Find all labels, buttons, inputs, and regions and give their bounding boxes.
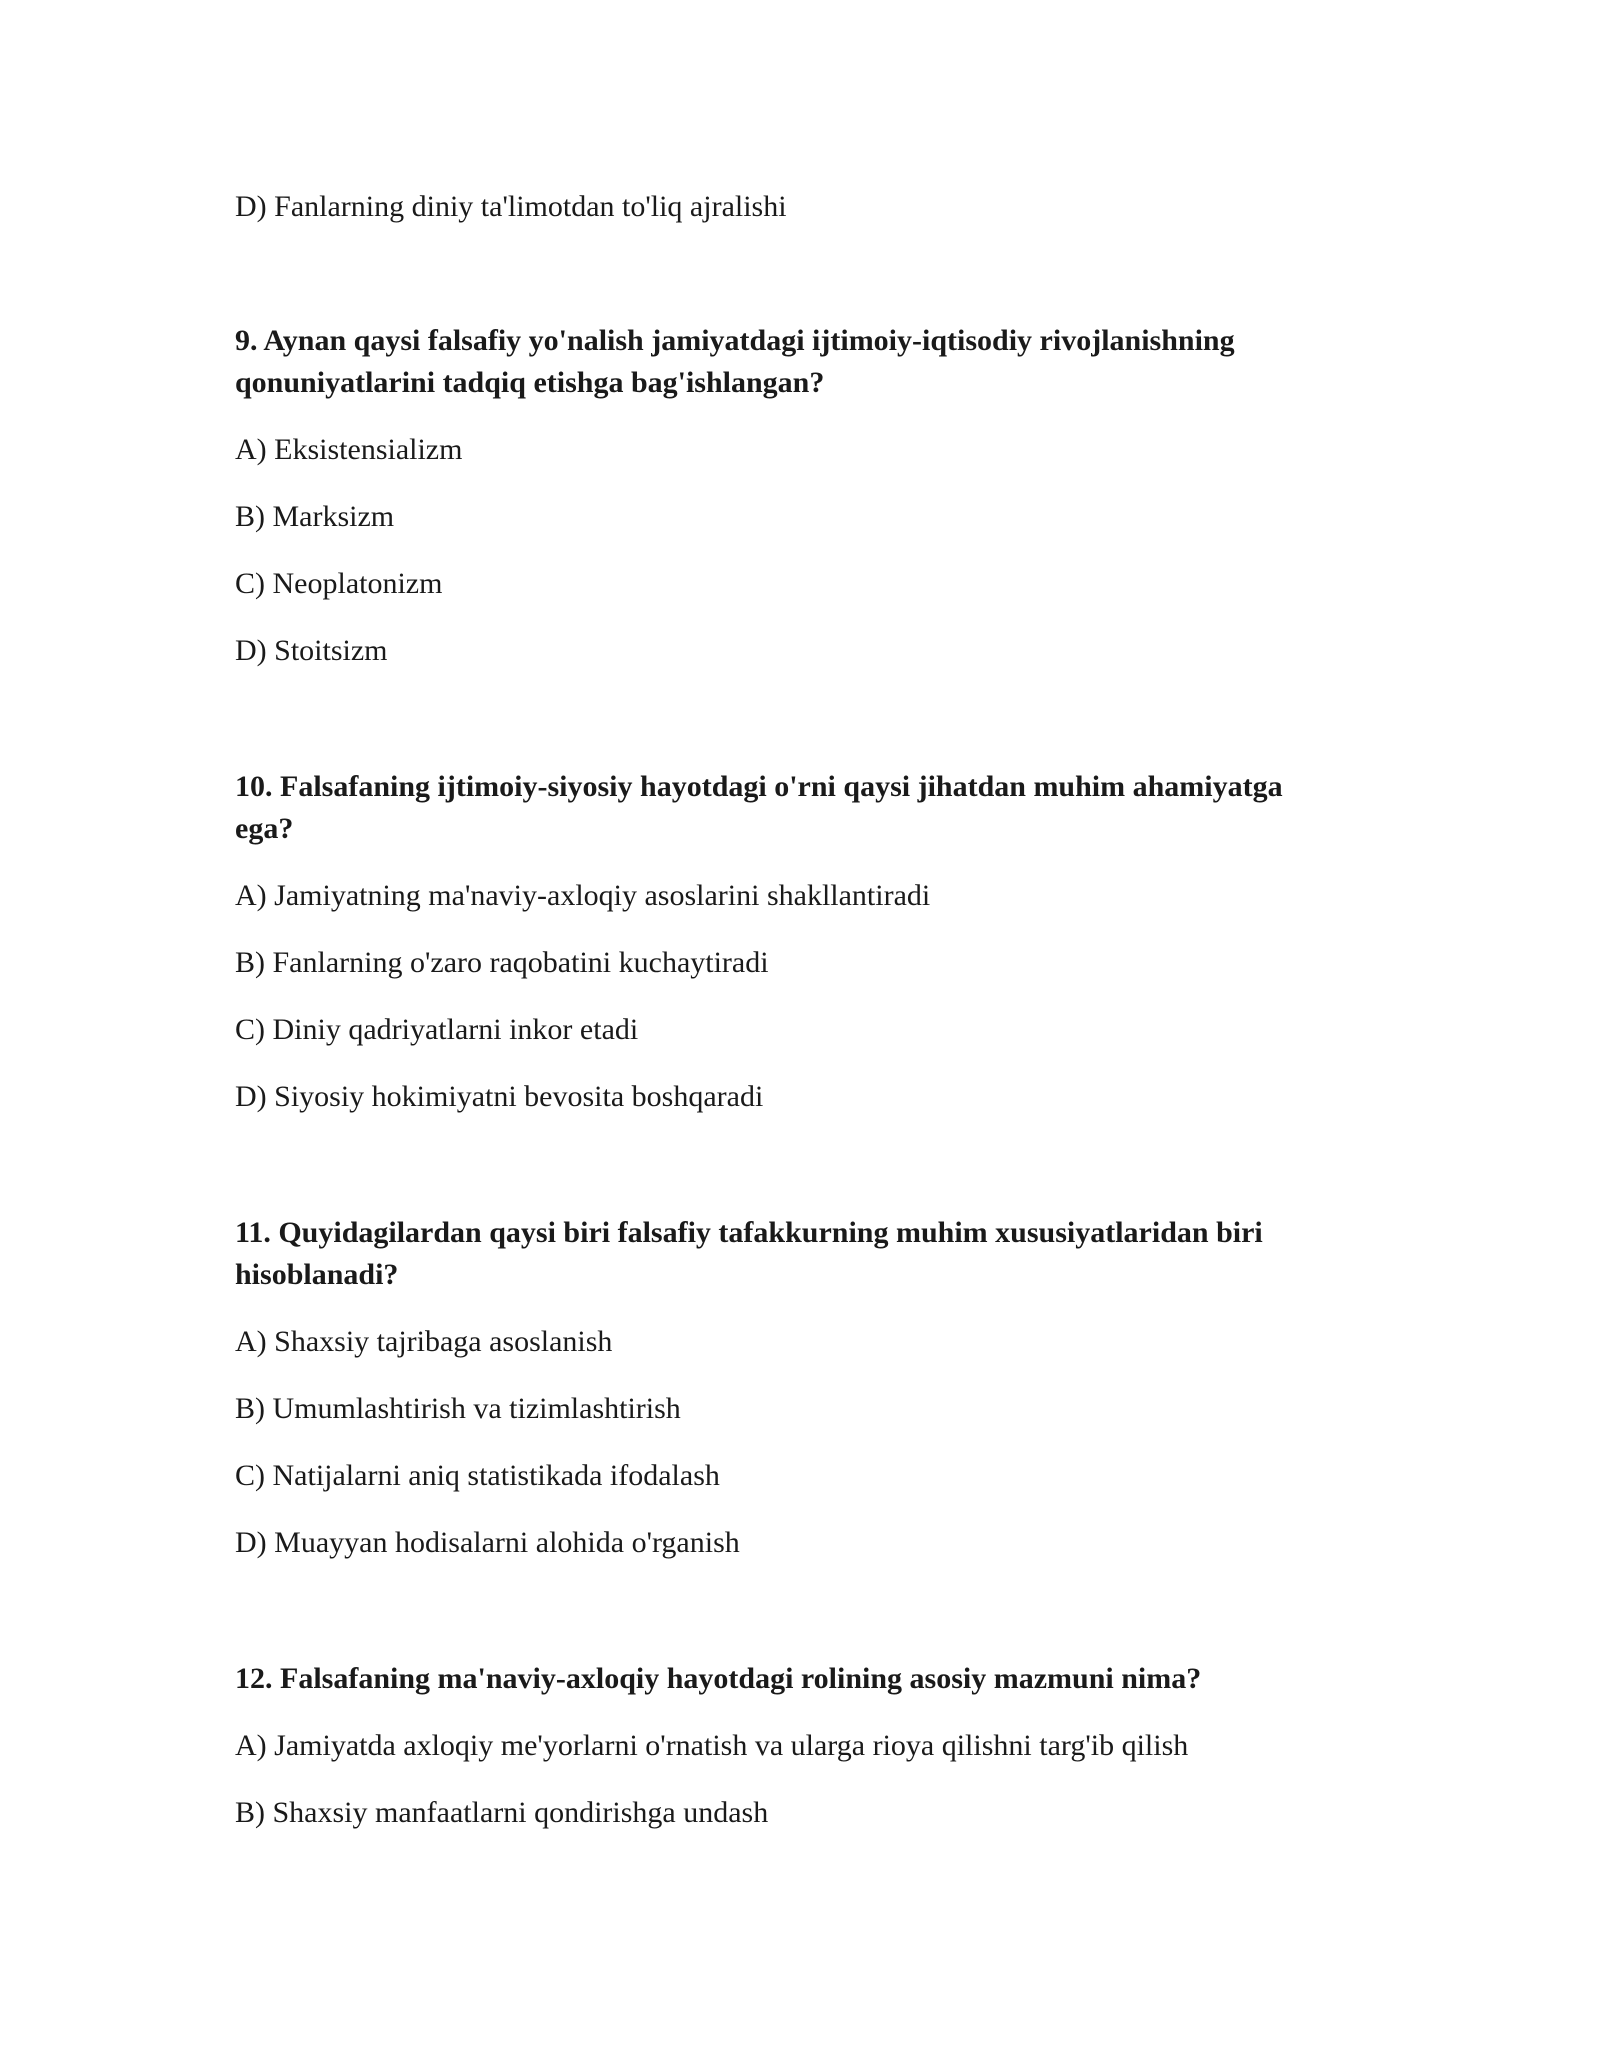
question-11-title bbox=[235, 1212, 1365, 1296]
question-9-options bbox=[235, 429, 1365, 672]
option-q9-d: D) Stoitsizm bbox=[235, 634, 388, 667]
option-q9-a: A) Eksistensializm bbox=[235, 433, 463, 466]
question-11-options bbox=[235, 1321, 1365, 1564]
option-q10-c: C) Diniy qadriyatlarni inkor etadi bbox=[235, 1013, 639, 1046]
question-11-title-line-1: 11. Quyidagilardan qaysi biri falsafiy tafakkurning muhim xususiyatlaridan biri bbox=[235, 1216, 1263, 1249]
question-12-options bbox=[235, 1725, 1365, 1834]
question-12-title: 12. Falsafaning ma'naviy-axloqiy hayotdagi rolining asosiy mazmuni nima? bbox=[235, 1662, 1202, 1695]
option-q11-b: B) Umumlashtirish va tizimlashtirish bbox=[235, 1392, 681, 1425]
option-q11-d: D) Muayyan hodisalarni alohida o'rganish bbox=[235, 1526, 740, 1559]
option-q10-a: A) Jamiyatning ma'naviy-axloqiy asoslarini shakllantiradi bbox=[235, 879, 931, 912]
question-10-title-line-2: ega? bbox=[235, 812, 294, 845]
question-10 bbox=[235, 766, 1365, 1118]
question-10-options bbox=[235, 875, 1365, 1118]
question-11 bbox=[235, 1212, 1365, 1564]
question-9-title bbox=[235, 320, 1365, 404]
option-q8-d: D) Fanlarning diniy ta'limotdan to'liq ajralishi bbox=[235, 190, 787, 223]
question-9-title-line-1: 9. Aynan qaysi falsafiy yo'nalish jamiyatdagi ijtimoiy-iqtisodiy rivojlanishning bbox=[235, 324, 1235, 357]
question-10-title-line-1: 10. Falsafaning ijtimoiy-siyosiy hayotdagi o'rni qaysi jihatdan muhim ahamiyatga bbox=[235, 770, 1283, 803]
question-9 bbox=[235, 320, 1365, 672]
option-q12-b: B) Shaxsiy manfaatlarni qondirishga undash bbox=[235, 1796, 769, 1829]
option-q10-d: D) Siyosiy hokimiyatni bevosita boshqaradi bbox=[235, 1080, 764, 1113]
question-11-title-line-2: hisoblanadi? bbox=[235, 1258, 399, 1291]
option-q9-b: B) Marksizm bbox=[235, 500, 395, 533]
question-12 bbox=[235, 1658, 1365, 1834]
option-q11-c: C) Natijalarni aniq statistikada ifodalash bbox=[235, 1459, 720, 1492]
question-10-title bbox=[235, 766, 1365, 850]
question-9-title-line-2: qonuniyatlarini tadqiq etishga bag'ishlangan? bbox=[235, 366, 825, 399]
option-q11-a: A) Shaxsiy tajribaga asoslanish bbox=[235, 1325, 613, 1358]
option-q12-a: A) Jamiyatda axloqiy me'yorlarni o'rnatish va ularga rioya qilishni targ'ib qilish bbox=[235, 1729, 1189, 1762]
option-q10-b: B) Fanlarning o'zaro raqobatini kuchaytiradi bbox=[235, 946, 769, 979]
option-q9-c: C) Neoplatonizm bbox=[235, 567, 443, 600]
